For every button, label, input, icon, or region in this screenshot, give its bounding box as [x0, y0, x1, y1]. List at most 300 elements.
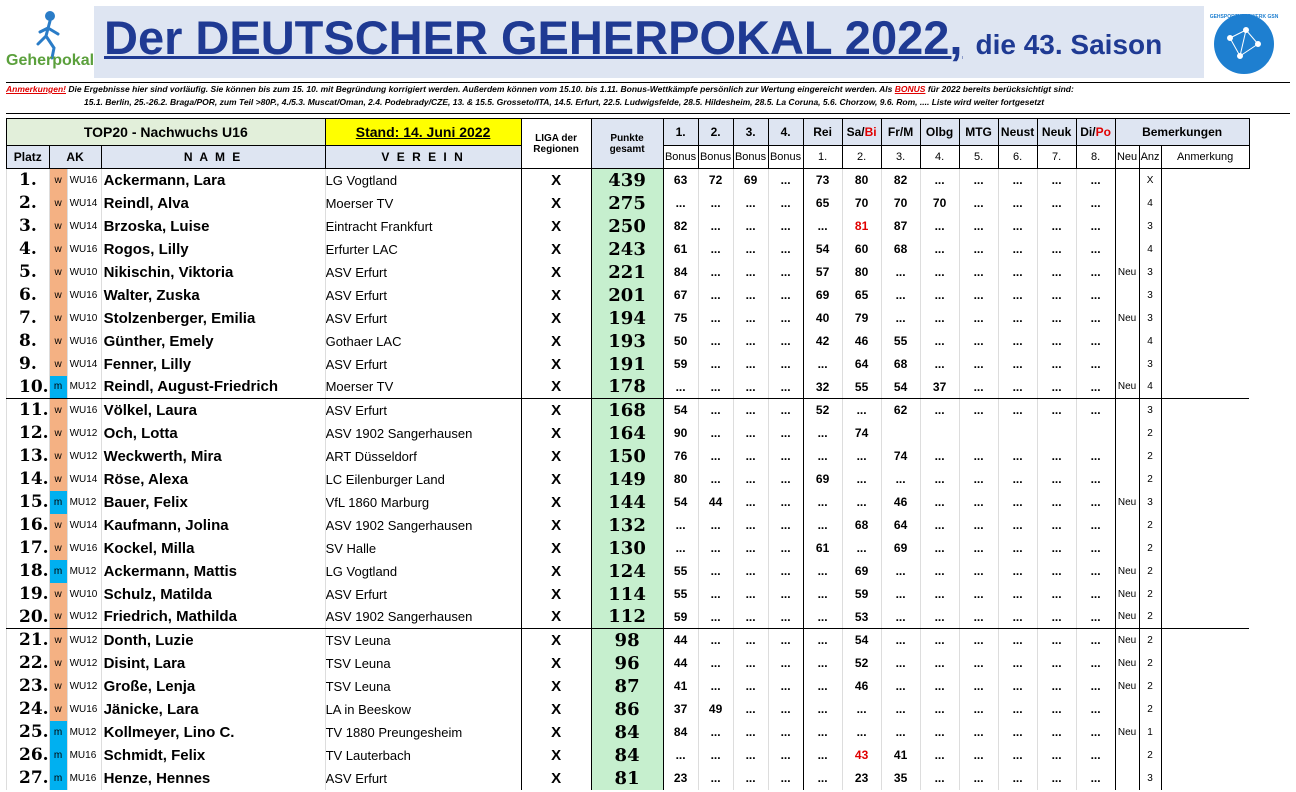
race-6-score: ...	[998, 629, 1037, 652]
platz-cell: 14.	[7, 468, 50, 491]
bonus-2-score: ...	[698, 606, 733, 629]
race-7-score: ...	[1037, 261, 1076, 284]
age-class-cell: WU14	[67, 192, 101, 215]
race-5-score: ...	[959, 238, 998, 261]
race-8-score: ...	[1076, 767, 1115, 790]
platz-cell: 18.	[7, 560, 50, 583]
table-row	[7, 629, 1250, 652]
race-5-score: ...	[959, 514, 998, 537]
bonus-2-score: 49	[698, 698, 733, 721]
athlete-name: Ackermann, Lara	[101, 169, 325, 192]
race-6-header: Neust	[998, 119, 1037, 146]
new-flag	[1115, 767, 1139, 790]
remark-cell	[1161, 399, 1249, 422]
race-3-score: 68	[881, 353, 920, 376]
bonus-3-score: ...	[733, 284, 768, 307]
table-row	[7, 192, 1250, 215]
bonus-2-score: ...	[698, 422, 733, 445]
club-name: ASV Erfurt	[325, 399, 521, 422]
points-total: 96	[591, 652, 663, 675]
athlete-name: Schmidt, Felix	[101, 744, 325, 767]
platz-cell: 11.	[7, 399, 50, 422]
sex-badge: w	[49, 330, 67, 353]
sex-badge: m	[49, 721, 67, 744]
liga-mark: X	[521, 468, 591, 491]
sex-badge: w	[49, 261, 67, 284]
race-7-score: ...	[1037, 537, 1076, 560]
club-name: SV Halle	[325, 537, 521, 560]
bonus-2-score: ...	[698, 629, 733, 652]
bonus-3-score: ...	[733, 537, 768, 560]
bonus-1-score: 67	[663, 284, 698, 307]
bonus-1-label: Bonus	[663, 146, 698, 169]
athlete-name: Disint, Lara	[101, 652, 325, 675]
bonus-2-score: ...	[698, 192, 733, 215]
remark-cell	[1161, 353, 1249, 376]
count-cell: 3	[1139, 284, 1161, 307]
race-8-score: ...	[1076, 215, 1115, 238]
race-8-score: ...	[1076, 330, 1115, 353]
athlete-name: Friedrich, Mathilda	[101, 606, 325, 629]
race-7-score: ...	[1037, 675, 1076, 698]
age-class-cell: WU16	[67, 284, 101, 307]
race-3-score: ...	[881, 629, 920, 652]
club-name: TV Lauterbach	[325, 744, 521, 767]
platz-cell: 15.	[7, 491, 50, 514]
bonus-4-score: ...	[768, 215, 803, 238]
sex-badge: w	[49, 215, 67, 238]
race-8-score: ...	[1076, 629, 1115, 652]
table-row	[7, 744, 1250, 767]
liga-mark: X	[521, 744, 591, 767]
count-cell: 2	[1139, 445, 1161, 468]
race-8-score: ...	[1076, 652, 1115, 675]
notes-bonus: BONUS	[894, 84, 926, 94]
race-5-num: 5.	[959, 146, 998, 169]
bonus-3-score: ...	[733, 376, 768, 399]
race-8-score: ...	[1076, 169, 1115, 192]
race-1-score: 73	[803, 169, 842, 192]
remark-cell	[1161, 744, 1249, 767]
platz-header: Platz	[7, 146, 50, 169]
count-cell: 4	[1139, 192, 1161, 215]
liga-mark: X	[521, 192, 591, 215]
race-8-score: ...	[1076, 698, 1115, 721]
bonus-2-score: ...	[698, 767, 733, 790]
points-total: 243	[591, 238, 663, 261]
count-cell: 3	[1139, 767, 1161, 790]
race-1-header: Rei	[803, 119, 842, 146]
bonus-4-score: ...	[768, 192, 803, 215]
bonus-1-score: 54	[663, 491, 698, 514]
count-cell: 2	[1139, 537, 1161, 560]
bonus-4-score: ...	[768, 606, 803, 629]
age-class-cell: WU12	[67, 606, 101, 629]
points-total: 221	[591, 261, 663, 284]
race-7-score: ...	[1037, 445, 1076, 468]
points-total: 132	[591, 514, 663, 537]
club-name: ASV 1902 Sangerhausen	[325, 422, 521, 445]
remark-cell	[1161, 238, 1249, 261]
sex-badge: m	[49, 491, 67, 514]
bonus-3-header: 3.	[733, 119, 768, 146]
table-row	[7, 353, 1250, 376]
platz-cell: 25.	[7, 721, 50, 744]
bonus-3-score: ...	[733, 192, 768, 215]
club-name: TV 1880 Preungesheim	[325, 721, 521, 744]
race-5-score: ...	[959, 652, 998, 675]
bonus-1-score: ...	[663, 376, 698, 399]
bonus-1-score: 80	[663, 468, 698, 491]
points-total: 194	[591, 307, 663, 330]
race-2-score: ...	[842, 445, 881, 468]
race-4-score: ...	[920, 399, 959, 422]
athlete-name: Brzoska, Luise	[101, 215, 325, 238]
race-1-score: 54	[803, 238, 842, 261]
race-2-score: 64	[842, 353, 881, 376]
ranking-table	[6, 118, 1250, 790]
bonus-1-score: 55	[663, 560, 698, 583]
race-7-score: ...	[1037, 238, 1076, 261]
points-total: 84	[591, 744, 663, 767]
sex-badge: w	[49, 629, 67, 652]
bonus-4-score: ...	[768, 399, 803, 422]
points-total: 168	[591, 399, 663, 422]
race-6-score: ...	[998, 192, 1037, 215]
race-8-score: ...	[1076, 307, 1115, 330]
bonus-4-score: ...	[768, 767, 803, 790]
liga-mark: X	[521, 698, 591, 721]
race-2-score: 46	[842, 330, 881, 353]
race-8-score: ...	[1076, 468, 1115, 491]
race-3-score: ...	[881, 560, 920, 583]
race-1-score: ...	[803, 629, 842, 652]
age-class-cell: WU10	[67, 307, 101, 330]
points-total: 87	[591, 675, 663, 698]
points-total: 84	[591, 721, 663, 744]
race-6-score: ...	[998, 468, 1037, 491]
bonus-1-score: 61	[663, 238, 698, 261]
bonus-2-score: ...	[698, 238, 733, 261]
bonus-4-score: ...	[768, 491, 803, 514]
sex-badge: w	[49, 422, 67, 445]
race-6-score: ...	[998, 284, 1037, 307]
race-6-score: ...	[998, 376, 1037, 399]
race-4-score: ...	[920, 169, 959, 192]
club-name: Erfurter LAC	[325, 238, 521, 261]
athlete-name: Henze, Hennes	[101, 767, 325, 790]
bonus-3-label: Bonus	[733, 146, 768, 169]
bonus-3-score: 69	[733, 169, 768, 192]
bonus-2-score: ...	[698, 261, 733, 284]
race-6-score: ...	[998, 215, 1037, 238]
race-1-score: 52	[803, 399, 842, 422]
race-3-score: 69	[881, 537, 920, 560]
race-1-score: 65	[803, 192, 842, 215]
bonus-4-score: ...	[768, 307, 803, 330]
points-total: 124	[591, 560, 663, 583]
count-cell: 3	[1139, 261, 1161, 284]
race-8-score: ...	[1076, 261, 1115, 284]
athlete-name: Reindl, August-Friedrich	[101, 376, 325, 399]
bonus-4-score: ...	[768, 261, 803, 284]
count-cell: 2	[1139, 652, 1161, 675]
race-8-score: ...	[1076, 399, 1115, 422]
points-total: 144	[591, 491, 663, 514]
bonus-2-score: ...	[698, 583, 733, 606]
ak-header: AK	[49, 146, 101, 169]
platz-cell: 17.	[7, 537, 50, 560]
race-7-score: ...	[1037, 307, 1076, 330]
platz-cell: 1.	[7, 169, 50, 192]
race-6-score: ...	[998, 491, 1037, 514]
bonus-1-score: 44	[663, 629, 698, 652]
race-2-score: 70	[842, 192, 881, 215]
race-6-score: ...	[998, 606, 1037, 629]
title-main: Der DEUTSCHER GEHERPOKAL 2022,	[104, 11, 963, 64]
points-total: 201	[591, 284, 663, 307]
new-flag: Neu	[1115, 721, 1139, 744]
points-total: 178	[591, 376, 663, 399]
count-cell: 3	[1139, 353, 1161, 376]
race-4-score: ...	[920, 491, 959, 514]
race-5-score	[959, 422, 998, 445]
age-class-cell: WU12	[67, 445, 101, 468]
points-total: 250	[591, 215, 663, 238]
race-4-score: ...	[920, 261, 959, 284]
title-box	[94, 6, 1204, 78]
bonus-3-score: ...	[733, 560, 768, 583]
bonus-2-score: ...	[698, 514, 733, 537]
stand-date: Stand: 14. Juni 2022	[325, 119, 521, 146]
race-1-score: 32	[803, 376, 842, 399]
race-1-score: ...	[803, 491, 842, 514]
table-row	[7, 514, 1250, 537]
remark-cell	[1161, 376, 1249, 399]
race-7-score: ...	[1037, 629, 1076, 652]
notes-text-a: Die Ergebnisse hier sind vorläufig. Sie können bis zum 15. 10. mit Begründung korrigiert werden. Außerdem können vom 15.10. bis 1.11. Bonus-Wettkämpfe persönlich zur Wertung eingereicht werden. Als	[65, 84, 895, 94]
count-cell: 2	[1139, 698, 1161, 721]
race-1-score: ...	[803, 744, 842, 767]
race-3-score: 54	[881, 376, 920, 399]
bonus-3-score: ...	[733, 353, 768, 376]
sex-badge: w	[49, 537, 67, 560]
race-5-score: ...	[959, 330, 998, 353]
race-7-score: ...	[1037, 399, 1076, 422]
liga-mark: X	[521, 721, 591, 744]
race-3-score: ...	[881, 468, 920, 491]
bonus-3-score: ...	[733, 261, 768, 284]
race-2-score: 80	[842, 169, 881, 192]
bonus-3-score: ...	[733, 744, 768, 767]
race-4-score: ...	[920, 238, 959, 261]
club-name: ASV Erfurt	[325, 767, 521, 790]
race-7-score: ...	[1037, 376, 1076, 399]
count-cell: 3	[1139, 307, 1161, 330]
race-1-score: ...	[803, 652, 842, 675]
race-5-score: ...	[959, 698, 998, 721]
bonus-1-score: 54	[663, 399, 698, 422]
club-name: ASV Erfurt	[325, 353, 521, 376]
sex-badge: m	[49, 744, 67, 767]
bonus-4-score: ...	[768, 583, 803, 606]
count-cell: 2	[1139, 560, 1161, 583]
page-title	[104, 10, 1162, 65]
bonus-1-score: 50	[663, 330, 698, 353]
count-cell: 2	[1139, 514, 1161, 537]
bonus-3-score: ...	[733, 629, 768, 652]
points-total: 191	[591, 353, 663, 376]
race-5-score: ...	[959, 261, 998, 284]
bonus-4-label: Bonus	[768, 146, 803, 169]
liga-mark: X	[521, 606, 591, 629]
bonus-4-score: ...	[768, 353, 803, 376]
race-8-num: 8.	[1076, 146, 1115, 169]
race-2-score: 80	[842, 261, 881, 284]
new-flag: Neu	[1115, 606, 1139, 629]
race-7-score: ...	[1037, 652, 1076, 675]
age-class-cell: WU14	[67, 468, 101, 491]
race-5-score: ...	[959, 744, 998, 767]
athlete-name: Kockel, Milla	[101, 537, 325, 560]
bonus-3-score: ...	[733, 652, 768, 675]
sex-badge: w	[49, 169, 67, 192]
count-cell: 4	[1139, 330, 1161, 353]
remark-cell	[1161, 767, 1249, 790]
race-2-score: 81	[842, 215, 881, 238]
club-name: LC Eilenburger Land	[325, 468, 521, 491]
sex-badge: w	[49, 698, 67, 721]
bonus-1-score: 37	[663, 698, 698, 721]
bonus-2-score: ...	[698, 744, 733, 767]
race-8-score: ...	[1076, 353, 1115, 376]
count-cell: 4	[1139, 376, 1161, 399]
race-4-score: ...	[920, 537, 959, 560]
race-5-score: ...	[959, 376, 998, 399]
bonus-2-header: 2.	[698, 119, 733, 146]
table-row	[7, 583, 1250, 606]
race-7-score: ...	[1037, 606, 1076, 629]
race-3-score: ...	[881, 675, 920, 698]
race-2-score: 65	[842, 284, 881, 307]
liga-mark: X	[521, 330, 591, 353]
platz-cell: 21.	[7, 629, 50, 652]
race-6-score: ...	[998, 767, 1037, 790]
race-3-score	[881, 422, 920, 445]
race-6-score: ...	[998, 583, 1037, 606]
table-row	[7, 767, 1250, 790]
count-cell: 2	[1139, 583, 1161, 606]
points-total: 112	[591, 606, 663, 629]
race-8-score: ...	[1076, 445, 1115, 468]
bonus-3-score: ...	[733, 445, 768, 468]
bonus-4-score: ...	[768, 629, 803, 652]
bonus-1-score: 59	[663, 606, 698, 629]
remark-cell	[1161, 284, 1249, 307]
race-6-score: ...	[998, 169, 1037, 192]
race-6-score: ...	[998, 514, 1037, 537]
verein-header: V E R E I N	[325, 146, 521, 169]
race-7-score: ...	[1037, 583, 1076, 606]
race-5-score: ...	[959, 560, 998, 583]
platz-cell: 2.	[7, 192, 50, 215]
bonus-1-score: 23	[663, 767, 698, 790]
race-2-score: 59	[842, 583, 881, 606]
age-class-cell: WU16	[67, 169, 101, 192]
athlete-name: Ackermann, Mattis	[101, 560, 325, 583]
race-8-score: ...	[1076, 675, 1115, 698]
club-name: TSV Leuna	[325, 652, 521, 675]
race-7-score	[1037, 422, 1076, 445]
race-1-score: 40	[803, 307, 842, 330]
club-name: TSV Leuna	[325, 675, 521, 698]
new-flag	[1115, 169, 1139, 192]
bonus-4-score: ...	[768, 514, 803, 537]
race-1-score: ...	[803, 422, 842, 445]
remark-cell	[1161, 629, 1249, 652]
race-8-score: ...	[1076, 606, 1115, 629]
sex-badge: w	[49, 238, 67, 261]
club-name: LG Vogtland	[325, 560, 521, 583]
race-2-score: 74	[842, 422, 881, 445]
liga-mark: X	[521, 399, 591, 422]
race-2-score: ...	[842, 399, 881, 422]
race-3-score: ...	[881, 307, 920, 330]
race-3-score: 68	[881, 238, 920, 261]
anz-header: Anz	[1139, 146, 1161, 169]
table-row	[7, 215, 1250, 238]
race-6-score: ...	[998, 744, 1037, 767]
club-name: ART Düsseldorf	[325, 445, 521, 468]
bonus-3-score: ...	[733, 468, 768, 491]
athlete-name: Jänicke, Lara	[101, 698, 325, 721]
race-4-score: ...	[920, 767, 959, 790]
count-cell: 3	[1139, 399, 1161, 422]
race-8-score: ...	[1076, 744, 1115, 767]
race-8-score: ...	[1076, 514, 1115, 537]
sex-badge: w	[49, 583, 67, 606]
remark-cell	[1161, 169, 1249, 192]
race-8-score: ...	[1076, 721, 1115, 744]
remark-cell	[1161, 721, 1249, 744]
race-1-score: 69	[803, 284, 842, 307]
platz-cell: 4.	[7, 238, 50, 261]
platz-cell: 20.	[7, 606, 50, 629]
bonus-1-score: 55	[663, 583, 698, 606]
sex-badge: w	[49, 307, 67, 330]
new-flag	[1115, 698, 1139, 721]
athlete-name: Weckwerth, Mira	[101, 445, 325, 468]
race-6-score: ...	[998, 560, 1037, 583]
remark-cell	[1161, 215, 1249, 238]
age-class-cell: WU14	[67, 353, 101, 376]
race-6-score: ...	[998, 399, 1037, 422]
race-8-score	[1076, 422, 1115, 445]
race-1-score: ...	[803, 560, 842, 583]
platz-cell: 9.	[7, 353, 50, 376]
count-cell: 2	[1139, 606, 1161, 629]
points-total: 193	[591, 330, 663, 353]
age-class-cell: WU16	[67, 399, 101, 422]
race-7-score: ...	[1037, 491, 1076, 514]
age-class-cell: WU16	[67, 330, 101, 353]
race-8-score: ...	[1076, 491, 1115, 514]
race-2-score: ...	[842, 468, 881, 491]
remark-cell	[1161, 537, 1249, 560]
race-2-score: 53	[842, 606, 881, 629]
race-7-header: Neuk	[1037, 119, 1076, 146]
table-row	[7, 491, 1250, 514]
